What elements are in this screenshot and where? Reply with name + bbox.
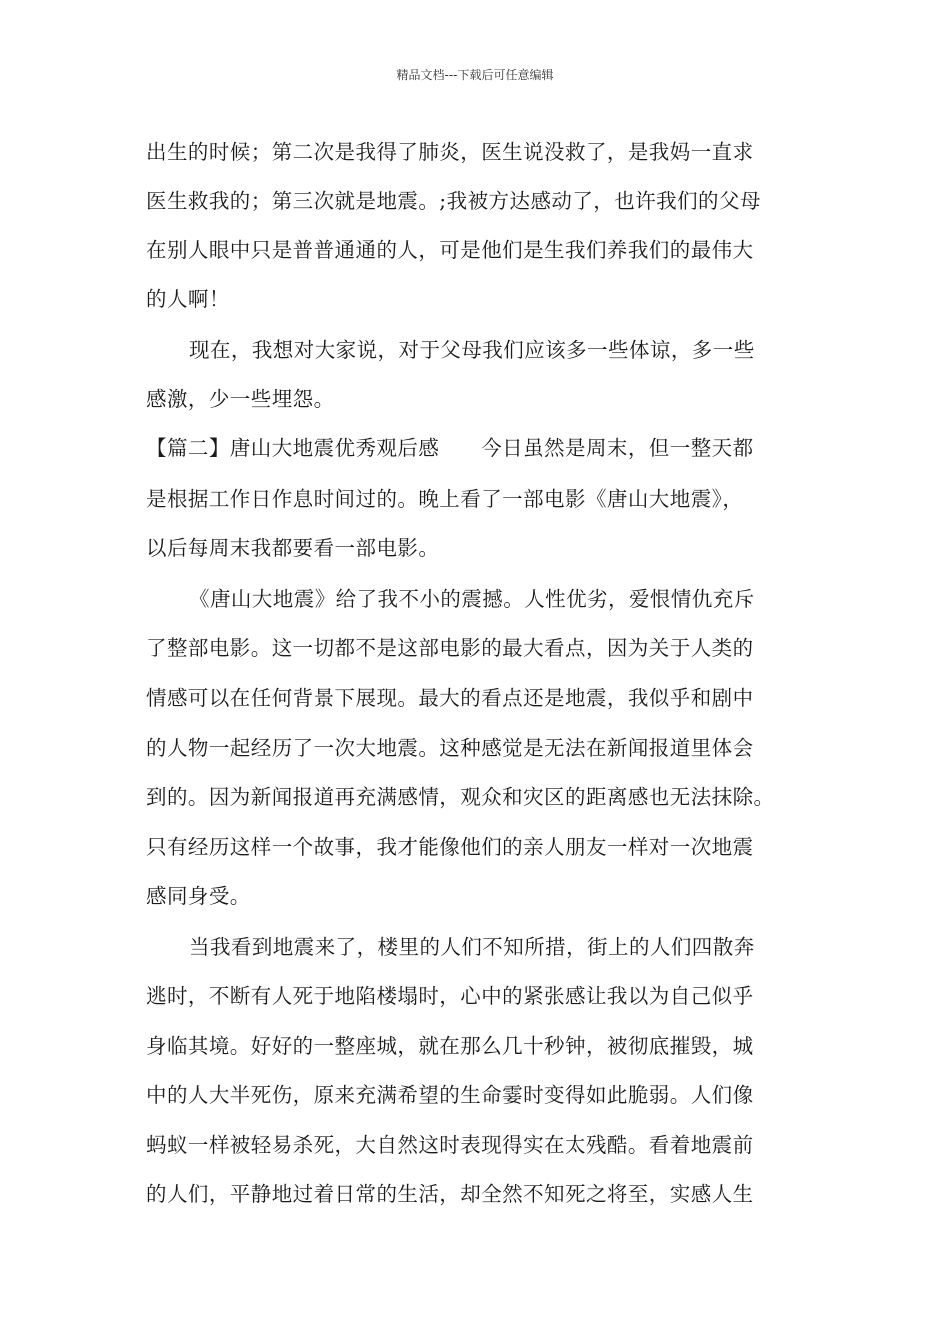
text-line: 感同身受。: [146, 884, 251, 908]
text-line: 的人啊！: [146, 287, 230, 311]
text-line: 医生救我的；第三次就是地震。;我被方达感动了，也许我们的父母: [146, 189, 761, 213]
text-line: 当我看到地震来了，楼里的人们不知所措，街上的人们四散奔: [189, 935, 755, 959]
text-line: 以后每周末我都要看一部电影。: [146, 536, 440, 560]
text-line: 是根据工作日作息时间过的。晚上看了一部电影《唐山大地震》，: [146, 487, 744, 511]
text-line: 到的。因为新闻报道再充满感情，观众和灾区的距离感也无法抹除。: [146, 785, 775, 809]
text-line: 在别人眼中只是普普通通的人，可是他们是生我们养我们的最伟大: [146, 238, 754, 262]
text-line: 情感可以在任何背景下展现。最大的看点还是地震，我似乎和剧中: [146, 686, 754, 710]
page-header: 精品文档---下载后可任意编辑: [396, 68, 554, 82]
text-line: 中的人大半死伤，原来充满希望的生命霎时变得如此脆弱。人们像: [146, 1083, 754, 1107]
text-line: 逃时，不断有人死于地陷楼塌时，心中的紧张感让我以为自己似乎: [146, 984, 754, 1008]
text-line: 了整部电影。这一切都不是这部电影的最大看点，因为关于人类的: [146, 636, 754, 660]
text-line: 感激，少一些埋怨。: [146, 387, 335, 411]
text-line: 现在，我想对大家说，对于父母我们应该多一些体谅，多一些: [189, 338, 755, 362]
text-line: 的人物一起经历了一次大地震。这种感觉是无法在新闻报道里体会: [146, 736, 754, 760]
text-line: 只有经历这样一个故事，我才能像他们的亲人朋友一样对一次地震: [146, 835, 754, 859]
text-line: 身临其境。好好的一整座城，就在那么几十秒钟，被彻底摧毁，城: [146, 1034, 754, 1058]
text-line: 的人们，平静地过着日常的生活，却全然不知死之将至，实感人生: [146, 1182, 754, 1206]
text-line: 出生的时候；第二次是我得了肺炎，医生说没救了，是我妈一直求: [146, 140, 754, 164]
section-heading-line: 【篇二】唐山大地震优秀观后感 今日虽然是周末，但一整天都: [146, 436, 754, 460]
text-line: 《唐山大地震》给了我不小的震撼。人性优劣，爱恨情仇充斥: [189, 587, 755, 611]
text-line: 蚂蚁一样被轻易杀死，大自然这时表现得实在太残酷。看着地震前: [146, 1133, 754, 1157]
